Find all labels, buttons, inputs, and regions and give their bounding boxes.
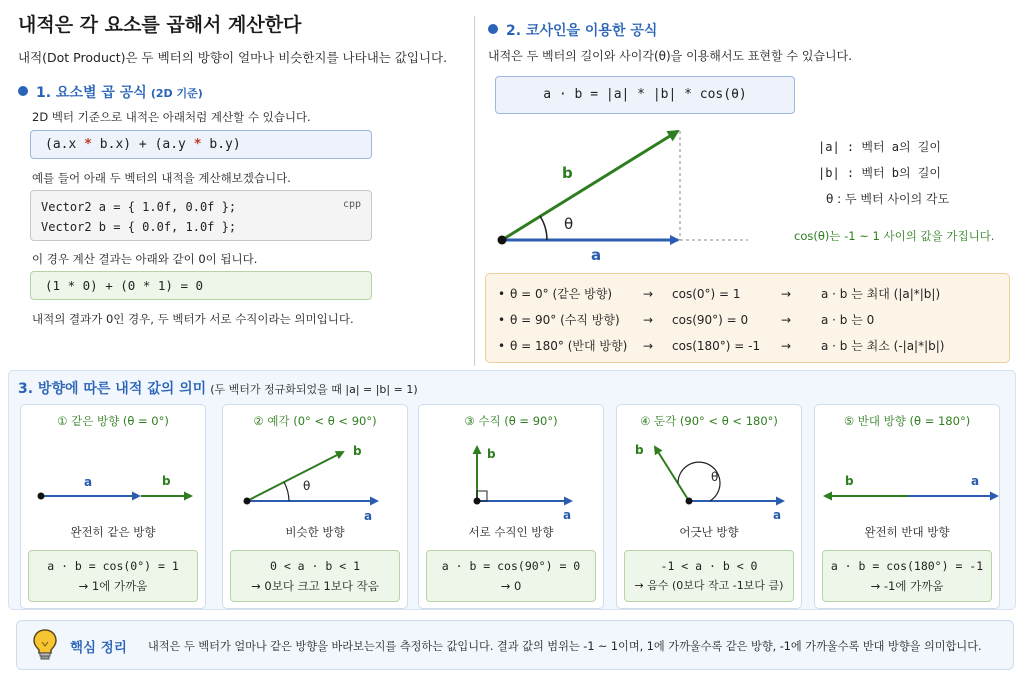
label-theta: θ (711, 470, 719, 484)
card-equation-line: → 1에 가까움 (78, 579, 148, 593)
component-formula (30, 130, 372, 159)
card-equation (426, 550, 596, 602)
section1-conclusion: 내적의 결과가 0인 경우, 두 벡터가 서로 수직이라는 의미입니다. (32, 312, 354, 326)
case-condition: θ = 0° (같은 방향) (510, 287, 613, 301)
vector-b (655, 447, 689, 501)
card-equation (822, 550, 992, 602)
section1-heading-text: 1. 요소별 곱 공식 (36, 85, 147, 101)
page-title: 내적은 각 요소를 곱해서 계산한다 (18, 14, 302, 36)
legend-length-b: |b| : 벡터 b의 길이 (818, 166, 941, 180)
case-arrow: → (781, 313, 792, 327)
case-arrow: → (781, 339, 792, 353)
card-title: ④ 둔각 (90° < θ < 180°) (640, 414, 778, 428)
angle-case-row (498, 333, 1009, 359)
section3-heading (18, 378, 418, 398)
code-block (30, 190, 372, 241)
direction-card-opposite (814, 404, 1000, 609)
card-title: ③ 수직 (θ = 90°) (464, 414, 558, 428)
legend-length-a: |a| : 벡터 a의 길이 (818, 140, 941, 154)
label-a: a (364, 509, 373, 523)
vector-b (247, 452, 343, 501)
label-a: a (563, 508, 572, 522)
card-title: ⑤ 반대 방향 (θ = 180°) (843, 414, 971, 428)
code-language-label: cpp (342, 199, 361, 210)
section1-heading-sub: (2D 기준) (150, 87, 203, 100)
card-equation (230, 550, 400, 602)
label-theta: θ (303, 479, 311, 493)
result-formula: (1 * 0) + (0 * 1) = 0 (30, 271, 372, 300)
card-caption: 완전히 같은 방향 (70, 525, 156, 539)
label-b: b (487, 447, 496, 461)
card-equation-line: → 0 (500, 579, 522, 593)
direction-card-obtuse (616, 404, 802, 609)
case-cos-value: cos(90°) = 0 (672, 313, 749, 327)
card-equation-line: → 음수 (0보다 작고 -1보다 큼) (634, 579, 784, 592)
lightbulb-icon (32, 628, 58, 662)
legend-theta: θ : 두 벡터 사이의 각도 (826, 192, 950, 206)
label-a: a (84, 475, 93, 489)
direction-card-perpendicular (418, 404, 604, 609)
origin-point (38, 493, 45, 500)
cosine-angle-diagram (486, 120, 786, 270)
card-equation-line: a · b = cos(90°) = 0 (441, 559, 581, 573)
formula-operator: * (193, 137, 202, 152)
card-diagram-same (21, 435, 207, 515)
case-result: a · b 는 최대 (|a|*|b|) (821, 287, 941, 301)
card-equation-line: -1 < a · b < 0 (660, 559, 758, 573)
summary-text: 내적은 두 벡터가 얼마나 같은 방향을 바라보는지를 측정하는 값입니다. 결과 값의 범위는 -1 ~ 1이며, 1에 가까울수록 같은 방향, -1에 가까울수록 반대 방향을 의미합니다. (148, 640, 982, 653)
case-cos-value: cos(180°) = -1 (672, 339, 761, 353)
code-line: Vector2 b = { 0.0f, 1.0f }; (41, 220, 237, 234)
section3-heading-text: 3. 방향에 따른 내적 값의 의미 (18, 381, 207, 397)
vector-b (502, 131, 678, 240)
card-title: ② 예각 (0° < θ < 90°) (253, 414, 377, 428)
origin-point (498, 236, 507, 245)
section1-example-desc: 예를 들어 아래 두 벡터의 내적을 계산해보겠습니다. (32, 171, 291, 185)
card-diagram-opposite (815, 435, 1001, 515)
case-condition: θ = 90° (수직 방향) (510, 313, 620, 327)
label-b: b (162, 474, 171, 488)
case-bullet: • (498, 339, 506, 353)
formula-part: b.x) + (a.y (91, 137, 194, 152)
card-equation-line: a · b = cos(0°) = 1 (47, 559, 179, 573)
label-b: b (635, 443, 644, 457)
formula-part: b.y) (201, 137, 241, 152)
cos-range-note: cos(θ)는 -1 ~ 1 사이의 값을 가집니다. (794, 229, 995, 243)
summary-label: 핵심 정리 (70, 640, 127, 656)
angle-case-row (498, 307, 1009, 333)
direction-card-acute (222, 404, 408, 609)
origin-point (244, 498, 251, 505)
section1-desc: 2D 벡터 기준으로 내적은 아래처럼 계산할 수 있습니다. (32, 110, 311, 124)
intro-text: 내적(Dot Product)은 두 벡터의 방향이 얼마나 비슷한지를 나타내는 값입니다. (18, 50, 448, 65)
formula-part: (a.x (45, 137, 85, 152)
case-bullet: • (498, 287, 506, 301)
label-b: b (562, 164, 573, 182)
formula-operator: * (84, 137, 92, 152)
card-title: ① 같은 방향 (θ = 0°) (57, 414, 169, 428)
section2-heading-text: 2. 코사인을 이용한 공식 (506, 23, 658, 39)
label-a: a (591, 246, 602, 264)
section2-heading (488, 20, 657, 40)
case-condition: θ = 180° (반대 방향) (510, 339, 628, 353)
section1-heading (18, 82, 203, 102)
case-arrow: → (643, 313, 654, 327)
cosine-formula: a · b = |a| * |b| * cos(θ) (495, 76, 795, 114)
case-arrow: → (781, 287, 792, 301)
card-caption: 완전히 반대 방향 (864, 525, 950, 539)
card-equation-line: a · b = cos(180°) = -1 (830, 559, 984, 573)
card-caption: 서로 수직인 방향 (468, 525, 554, 539)
label-b: b (353, 444, 362, 458)
card-equation-line: 0 < a · b < 1 (269, 559, 360, 573)
origin-point (474, 498, 481, 505)
card-equation (28, 550, 198, 602)
card-equation-line: → -1에 가까움 (870, 579, 944, 593)
angle-cases-box (485, 273, 1010, 363)
label-b: b (845, 474, 854, 488)
case-cos-value: cos(0°) = 1 (672, 287, 741, 301)
card-diagram-perpendicular (419, 435, 605, 522)
angle-arc (284, 482, 289, 501)
direction-card-same (20, 404, 206, 609)
case-result: a · b 는 0 (821, 313, 875, 327)
bullet-dot-icon (488, 24, 498, 34)
card-equation (624, 550, 794, 602)
case-arrow: → (643, 339, 654, 353)
bullet-dot-icon (18, 86, 28, 96)
case-arrow: → (643, 287, 654, 301)
card-equation-line: → 0보다 크고 1보다 작음 (251, 579, 379, 593)
angle-arc (540, 216, 547, 240)
card-diagram-obtuse (617, 435, 803, 522)
angle-case-row (498, 281, 1009, 307)
card-caption: 비슷한 방향 (285, 525, 345, 539)
section3-note: (두 벡터가 정규화되었을 때 |a| = |b| = 1) (210, 383, 418, 396)
card-caption: 어긋난 방향 (679, 525, 739, 539)
code-line: Vector2 a = { 1.0f, 0.0f }; (41, 200, 237, 214)
case-result: a · b 는 최소 (-|a|*|b|) (821, 339, 945, 353)
label-a: a (971, 474, 980, 488)
column-divider (474, 16, 475, 366)
label-theta: θ (564, 215, 574, 233)
label-a: a (773, 508, 782, 522)
origin-point (686, 498, 693, 505)
card-diagram-acute (223, 435, 409, 523)
case-bullet: • (498, 313, 506, 327)
section2-desc: 내적은 두 벡터의 길이와 사이각(θ)을 이용해서도 표현할 수 있습니다. (488, 49, 853, 63)
section1-result-desc: 이 경우 계산 결과는 아래와 같이 0이 됩니다. (32, 252, 258, 266)
